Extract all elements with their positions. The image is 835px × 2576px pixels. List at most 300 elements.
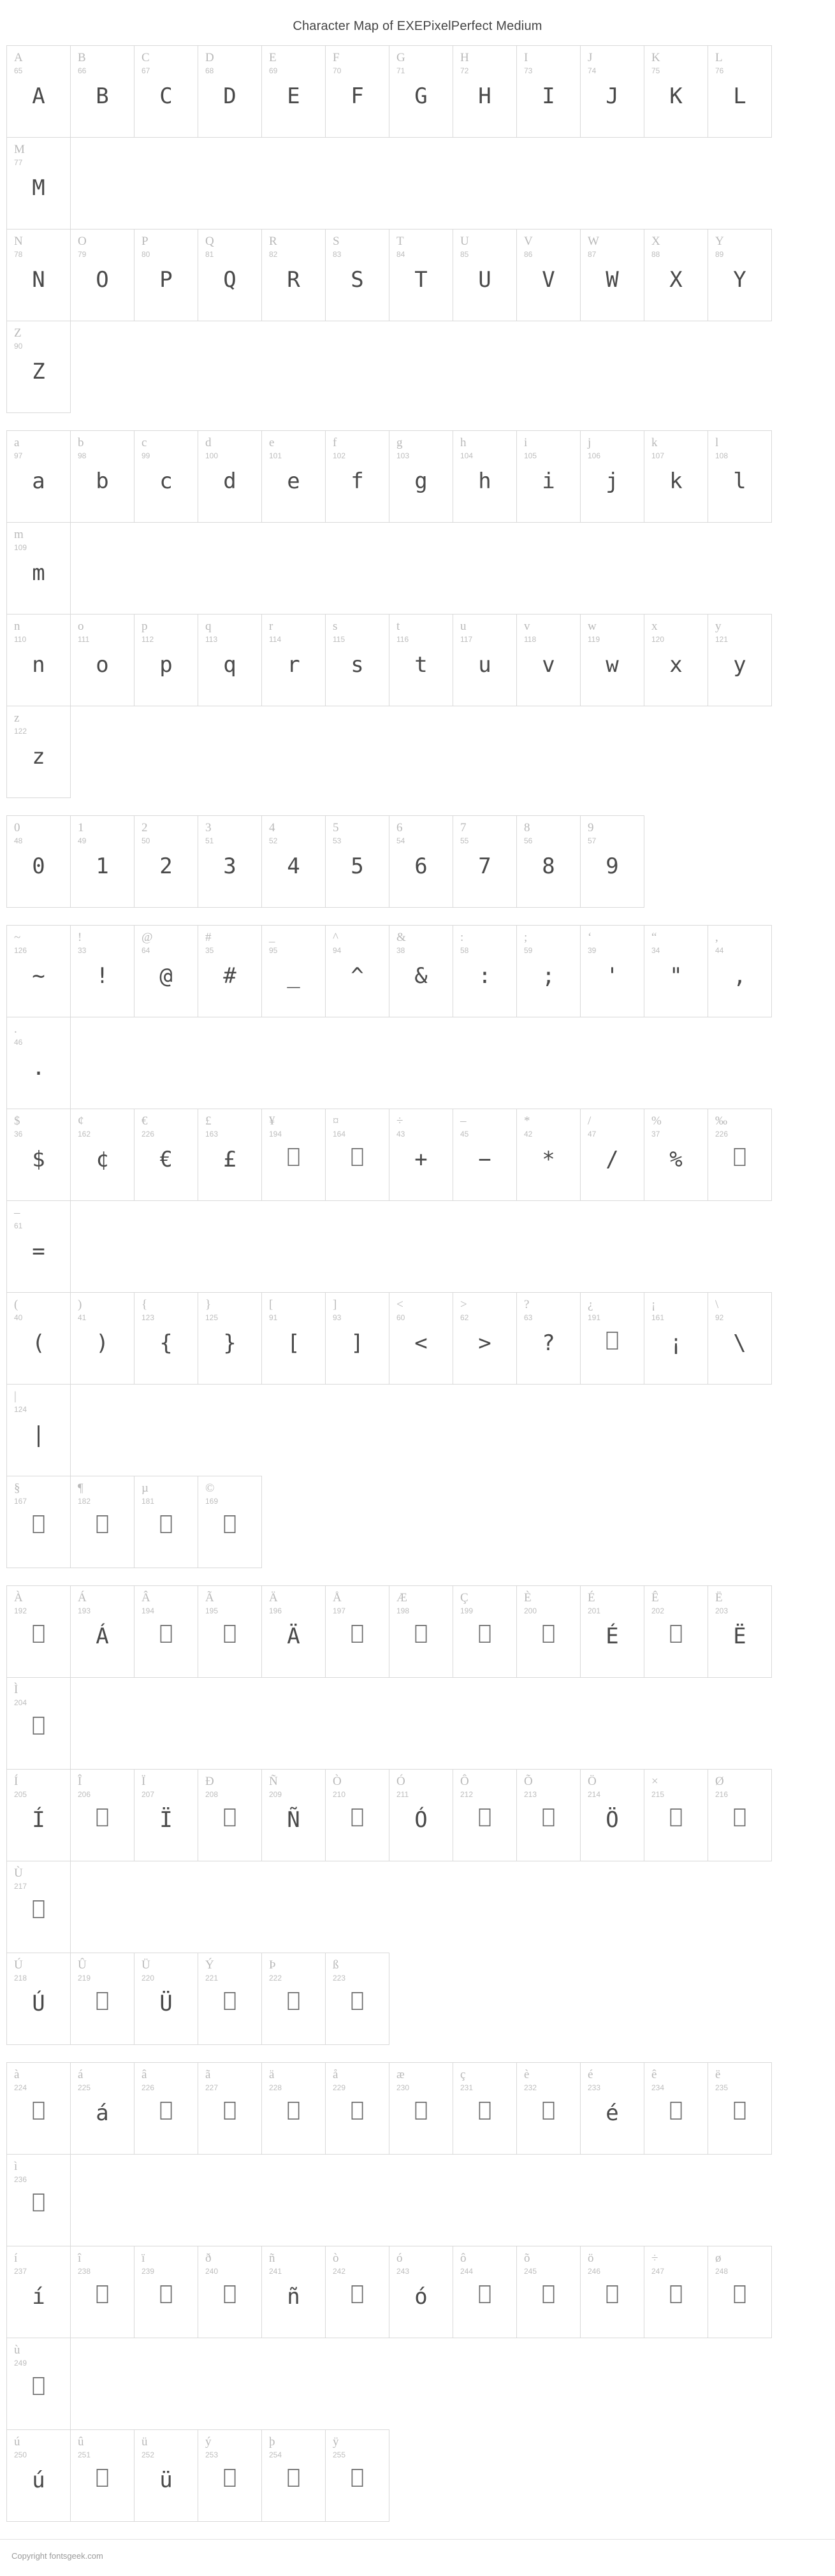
char-name: [	[269, 1298, 273, 1311]
char-cell[interactable]	[6, 815, 71, 908]
char-cell[interactable]	[261, 1769, 326, 1861]
char-cell[interactable]	[198, 1769, 262, 1861]
char-sample: (	[32, 1330, 45, 1356]
char-name: ;	[524, 931, 528, 944]
char-cell[interactable]	[198, 1953, 262, 2045]
char-cell[interactable]	[198, 229, 262, 321]
char-cell[interactable]	[6, 1953, 71, 2045]
char-cell[interactable]	[389, 1109, 453, 1201]
char-name: ]	[333, 1298, 337, 1311]
char-code: 84	[396, 250, 405, 259]
char-sample: ,	[733, 963, 746, 989]
char-cell[interactable]	[70, 1109, 134, 1201]
char-name: !	[78, 931, 82, 944]
char-name: L	[715, 51, 723, 64]
char-cell[interactable]	[134, 614, 198, 706]
char-cell[interactable]	[261, 2246, 326, 2338]
char-cell[interactable]	[644, 1585, 708, 1678]
char-sample-missing-glyph: ⎕	[351, 1807, 363, 1830]
char-name: )	[78, 1298, 82, 1311]
char-name: {	[142, 1298, 148, 1311]
char-code: 196	[269, 1606, 282, 1615]
char-sample-missing-glyph: ⎕	[96, 2284, 108, 2306]
char-sample: U	[478, 267, 491, 293]
char-cell[interactable]	[6, 2246, 71, 2338]
char-code: 231	[460, 2083, 474, 2092]
char-cell[interactable]	[6, 430, 71, 523]
char-cell[interactable]	[516, 2062, 581, 2155]
char-cell[interactable]	[389, 1769, 453, 1861]
char-cell[interactable]	[580, 1292, 644, 1385]
char-cell[interactable]	[516, 614, 581, 706]
char-name: Ê	[651, 1591, 659, 1605]
char-sample: u	[478, 652, 491, 678]
char-cell[interactable]	[453, 1585, 517, 1678]
char-cell[interactable]	[198, 430, 262, 523]
char-cell[interactable]	[325, 2429, 389, 2522]
char-sample: #	[223, 963, 236, 989]
char-code: 64	[142, 946, 150, 955]
char-code: 107	[651, 451, 665, 460]
char-name: Ø	[715, 1775, 724, 1788]
char-cell[interactable]	[70, 2246, 134, 2338]
char-sample: V	[542, 267, 555, 293]
char-sample: X	[669, 267, 683, 293]
char-code: 52	[269, 836, 278, 845]
char-sample-missing-glyph: ⎕	[224, 1807, 236, 1830]
char-cell[interactable]	[325, 1292, 389, 1385]
char-sample: é	[606, 2100, 619, 2126]
char-code: 251	[78, 2450, 91, 2459]
char-cell[interactable]	[389, 2246, 453, 2338]
char-cell[interactable]	[70, 815, 134, 908]
char-sample: J	[606, 84, 619, 109]
char-cell[interactable]	[70, 2429, 134, 2522]
char-name: ô	[460, 2252, 467, 2265]
char-cell[interactable]	[644, 925, 708, 1017]
char-cell[interactable]	[325, 925, 389, 1017]
char-code: 48	[14, 836, 23, 845]
char-row	[6, 2062, 829, 2246]
char-cell[interactable]	[6, 706, 71, 798]
char-sample: =	[32, 1239, 45, 1264]
char-cell[interactable]	[6, 2429, 71, 2522]
char-cell[interactable]	[261, 1292, 326, 1385]
char-sample: Ï	[159, 1807, 173, 1833]
char-cell[interactable]	[134, 815, 198, 908]
char-cell[interactable]	[580, 815, 644, 908]
char-code: 253	[205, 2450, 219, 2459]
char-cell[interactable]	[644, 2062, 708, 2155]
char-cell[interactable]	[6, 321, 71, 413]
char-code: 221	[205, 1974, 219, 1983]
char-cell[interactable]	[325, 2246, 389, 2338]
char-cell[interactable]	[325, 1585, 389, 1678]
char-cell[interactable]	[134, 1585, 198, 1678]
char-name: ?	[524, 1298, 530, 1311]
char-cell[interactable]	[389, 925, 453, 1017]
char-cell[interactable]	[6, 2338, 71, 2430]
char-sample: D	[223, 84, 236, 109]
char-cell[interactable]	[134, 1109, 198, 1201]
char-cell[interactable]	[708, 1585, 772, 1678]
char-cell[interactable]	[6, 1384, 71, 1476]
char-cell[interactable]	[70, 1769, 134, 1861]
char-cell[interactable]	[6, 614, 71, 706]
char-cell[interactable]	[516, 430, 581, 523]
char-cell[interactable]	[70, 614, 134, 706]
char-cell[interactable]	[325, 1953, 389, 2045]
char-cell[interactable]	[325, 1769, 389, 1861]
char-code: 73	[524, 66, 533, 75]
char-code: 239	[142, 2267, 155, 2276]
char-code: 229	[333, 2083, 346, 2092]
char-cell[interactable]	[644, 229, 708, 321]
char-cell[interactable]	[134, 45, 198, 138]
char-cell[interactable]	[580, 925, 644, 1017]
char-name: Ã	[205, 1591, 214, 1605]
char-code: 109	[14, 543, 27, 552]
char-cell[interactable]	[6, 1017, 71, 1109]
char-code: 206	[78, 1790, 91, 1799]
char-sample: ^	[351, 963, 364, 989]
char-cell[interactable]	[70, 1476, 134, 1568]
char-code: 209	[269, 1790, 282, 1799]
char-cell[interactable]	[644, 45, 708, 138]
char-code: 76	[715, 66, 724, 75]
char-cell[interactable]	[644, 1109, 708, 1201]
char-cell[interactable]	[580, 2062, 644, 2155]
char-cell[interactable]	[708, 614, 772, 706]
char-cell[interactable]	[70, 1585, 134, 1678]
char-sample-missing-glyph: ⎕	[224, 1514, 236, 1536]
char-code: 42	[524, 1130, 533, 1139]
char-cell[interactable]	[6, 2062, 71, 2155]
char-cell[interactable]	[453, 815, 517, 908]
char-sample: ó	[414, 2284, 428, 2310]
char-cell[interactable]	[6, 2154, 71, 2246]
char-cell[interactable]	[516, 925, 581, 1017]
char-sample: o	[96, 652, 109, 678]
char-sample: ]	[351, 1330, 364, 1356]
char-cell[interactable]	[580, 430, 644, 523]
char-cell[interactable]	[644, 430, 708, 523]
char-sample: h	[478, 469, 491, 494]
char-cell[interactable]	[261, 2429, 326, 2522]
char-code: 218	[14, 1974, 27, 1983]
char-code: 47	[588, 1130, 597, 1139]
char-cell[interactable]	[516, 1769, 581, 1861]
char-cell[interactable]	[70, 430, 134, 523]
char-cell[interactable]	[6, 1861, 71, 1953]
char-cell[interactable]	[516, 1585, 581, 1678]
char-cell[interactable]	[6, 925, 71, 1017]
char-code: 192	[14, 1606, 27, 1615]
char-cell[interactable]	[70, 1953, 134, 2045]
char-cell[interactable]	[516, 1109, 581, 1201]
char-name: é	[588, 2068, 593, 2081]
char-sample-missing-glyph: ⎕	[415, 2100, 427, 2123]
char-name: Ö	[588, 1775, 597, 1788]
char-cell[interactable]	[325, 2062, 389, 2155]
char-sample: S	[351, 267, 364, 293]
char-cell[interactable]	[389, 45, 453, 138]
char-cell[interactable]	[70, 229, 134, 321]
char-cell[interactable]	[261, 1585, 326, 1678]
char-code: 234	[651, 2083, 665, 2092]
char-cell[interactable]	[389, 1585, 453, 1678]
char-cell[interactable]	[325, 815, 389, 908]
char-cell[interactable]	[453, 1769, 517, 1861]
char-cell[interactable]	[453, 1292, 517, 1385]
char-name: &	[396, 931, 406, 944]
char-cell[interactable]	[325, 45, 389, 138]
char-cell[interactable]	[6, 1677, 71, 1770]
char-cell[interactable]	[708, 925, 772, 1017]
char-cell[interactable]	[70, 1292, 134, 1385]
char-cell[interactable]	[644, 1292, 708, 1385]
char-cell[interactable]	[516, 45, 581, 138]
char-sample: n	[32, 652, 45, 678]
char-code: 108	[715, 451, 729, 460]
char-cell[interactable]	[261, 229, 326, 321]
char-code: 213	[524, 1790, 537, 1799]
char-name: r	[269, 620, 273, 633]
char-cell[interactable]	[453, 925, 517, 1017]
char-cell[interactable]	[261, 614, 326, 706]
char-code: 35	[205, 946, 214, 955]
char-cell[interactable]	[198, 1109, 262, 1201]
char-cell[interactable]	[134, 1292, 198, 1385]
char-cell[interactable]	[198, 2062, 262, 2155]
char-cell[interactable]	[134, 2429, 198, 2522]
char-cell[interactable]	[70, 2062, 134, 2155]
char-cell[interactable]	[389, 2062, 453, 2155]
char-cell[interactable]	[708, 45, 772, 138]
char-sample-missing-glyph: ⎕	[670, 2284, 682, 2306]
char-code: 199	[460, 1606, 474, 1615]
char-cell[interactable]	[261, 430, 326, 523]
char-sample-missing-glyph: ⎕	[96, 2468, 108, 2490]
char-sample-missing-glyph: ⎕	[33, 1514, 45, 1536]
char-cell[interactable]	[580, 1109, 644, 1201]
char-code: 202	[651, 1606, 665, 1615]
char-cell[interactable]	[261, 815, 326, 908]
char-cell[interactable]	[580, 2246, 644, 2338]
char-sample-missing-glyph: ⎕	[96, 1514, 108, 1536]
char-sample: N	[32, 267, 45, 293]
char-cell[interactable]	[134, 229, 198, 321]
char-cell[interactable]	[198, 925, 262, 1017]
char-name: n	[14, 620, 20, 633]
char-row	[6, 614, 829, 797]
char-code: 67	[142, 66, 150, 75]
char-code: 191	[588, 1313, 601, 1322]
char-code: 200	[524, 1606, 537, 1615]
char-name: z	[14, 711, 20, 725]
char-cell[interactable]	[198, 2429, 262, 2522]
char-name: î	[78, 2252, 82, 2265]
char-cell[interactable]	[70, 925, 134, 1017]
char-code: 63	[524, 1313, 533, 1322]
char-cell[interactable]	[6, 229, 71, 321]
char-name: G	[396, 51, 405, 64]
char-name: Ü	[142, 1958, 150, 1972]
char-code: 122	[14, 727, 27, 736]
char-cell[interactable]	[6, 1292, 71, 1385]
char-cell[interactable]	[6, 1769, 71, 1861]
char-cell[interactable]	[389, 815, 453, 908]
char-sample: v	[542, 652, 555, 678]
char-code: 69	[269, 66, 278, 75]
char-sample: á	[96, 2100, 109, 2126]
char-sample-missing-glyph: ⎕	[224, 2284, 236, 2306]
char-code: 117	[460, 635, 473, 644]
char-cell[interactable]	[6, 1109, 71, 1201]
char-cell[interactable]	[580, 614, 644, 706]
char-cell[interactable]	[261, 1109, 326, 1201]
char-name: à	[14, 2068, 20, 2081]
char-name: ,	[715, 931, 718, 944]
char-cell[interactable]	[644, 2246, 708, 2338]
char-cell[interactable]	[389, 1292, 453, 1385]
char-cell[interactable]	[6, 1585, 71, 1678]
char-cell[interactable]	[198, 815, 262, 908]
char-cell[interactable]	[134, 925, 198, 1017]
char-cell[interactable]	[708, 1769, 772, 1861]
char-name: s	[333, 620, 338, 633]
char-sample-missing-glyph: ⎕	[479, 2100, 491, 2123]
char-name: 4	[269, 821, 275, 834]
char-code: 194	[142, 1606, 155, 1615]
char-name: R	[269, 235, 277, 248]
char-code: 115	[333, 635, 345, 644]
char-name: C	[142, 51, 150, 64]
char-cell[interactable]	[134, 2062, 198, 2155]
char-name: Ù	[14, 1867, 23, 1880]
char-cell[interactable]	[198, 45, 262, 138]
char-name: a	[14, 436, 20, 449]
char-sample: g	[414, 469, 428, 494]
char-cell[interactable]	[708, 2246, 772, 2338]
char-cell[interactable]	[580, 45, 644, 138]
char-name: Ô	[460, 1775, 469, 1788]
char-cell[interactable]	[134, 1953, 198, 2045]
char-sample: d	[223, 469, 236, 494]
char-name: ý	[205, 2435, 212, 2449]
char-code: 53	[333, 836, 342, 845]
char-cell[interactable]	[325, 430, 389, 523]
char-cell[interactable]	[644, 614, 708, 706]
char-code: 226	[142, 2083, 155, 2092]
char-cell[interactable]	[580, 1769, 644, 1861]
char-code: 244	[460, 2267, 474, 2276]
char-name: Æ	[396, 1591, 407, 1605]
char-cell[interactable]	[134, 1769, 198, 1861]
char-cell[interactable]	[389, 614, 453, 706]
char-cell[interactable]	[708, 1109, 772, 1201]
char-cell[interactable]	[70, 45, 134, 138]
char-cell[interactable]	[453, 2062, 517, 2155]
char-cell[interactable]	[6, 137, 71, 229]
char-name: –	[14, 1206, 20, 1219]
char-cell[interactable]	[6, 1200, 71, 1293]
char-name: Ì	[14, 1683, 18, 1696]
char-cell[interactable]	[6, 522, 71, 615]
char-cell[interactable]	[6, 1476, 71, 1568]
char-name: ã	[205, 2068, 211, 2081]
char-cell[interactable]	[453, 229, 517, 321]
char-cell[interactable]	[325, 229, 389, 321]
char-cell[interactable]	[261, 925, 326, 1017]
char-sample: %	[669, 1147, 683, 1172]
char-cell[interactable]	[516, 2246, 581, 2338]
char-sample: m	[32, 560, 45, 586]
char-sample-missing-glyph: ⎕	[479, 1624, 491, 1646]
char-cell[interactable]	[198, 1585, 262, 1678]
char-code: 61	[14, 1221, 23, 1230]
char-cell[interactable]	[453, 1109, 517, 1201]
char-cell[interactable]	[134, 2246, 198, 2338]
char-cell[interactable]	[198, 1292, 262, 1385]
char-cell[interactable]	[198, 2246, 262, 2338]
char-cell[interactable]	[453, 614, 517, 706]
char-cell[interactable]	[708, 2062, 772, 2155]
char-cell[interactable]	[580, 1585, 644, 1678]
char-cell[interactable]	[516, 229, 581, 321]
char-sample-missing-glyph: ⎕	[670, 1624, 682, 1646]
char-sample: /	[606, 1147, 619, 1172]
char-name: Þ	[269, 1958, 276, 1972]
char-cell[interactable]	[134, 1476, 198, 1568]
char-name: V	[524, 235, 533, 248]
char-cell[interactable]	[453, 430, 517, 523]
char-code: 33	[78, 946, 87, 955]
char-sample: 0	[32, 854, 45, 879]
char-name: F	[333, 51, 340, 64]
char-cell[interactable]	[325, 1109, 389, 1201]
char-cell[interactable]	[708, 1292, 772, 1385]
char-cell[interactable]	[516, 815, 581, 908]
char-cell[interactable]	[453, 45, 517, 138]
char-cell[interactable]	[580, 229, 644, 321]
char-cell[interactable]	[516, 1292, 581, 1385]
char-sample: ~	[32, 963, 45, 989]
char-name: ê	[651, 2068, 657, 2081]
char-cell[interactable]	[261, 1953, 326, 2045]
char-cell[interactable]	[708, 229, 772, 321]
char-name: ÷	[651, 2252, 658, 2265]
char-cell[interactable]	[198, 614, 262, 706]
char-cell[interactable]	[6, 45, 71, 138]
char-cell[interactable]	[198, 1476, 262, 1568]
char-cell[interactable]	[453, 2246, 517, 2338]
char-cell[interactable]	[389, 430, 453, 523]
char-code: 182	[78, 1497, 91, 1506]
char-cell[interactable]	[708, 430, 772, 523]
char-cell[interactable]	[325, 614, 389, 706]
char-name: 0	[14, 821, 20, 834]
char-sample-missing-glyph: ⎕	[734, 2284, 746, 2306]
char-cell[interactable]	[389, 229, 453, 321]
char-code: 100	[205, 451, 219, 460]
char-cell[interactable]	[261, 45, 326, 138]
char-code: 44	[715, 946, 724, 955]
char-cell[interactable]	[134, 430, 198, 523]
char-code: 41	[78, 1313, 87, 1322]
char-cell[interactable]	[644, 1769, 708, 1861]
char-cell[interactable]	[261, 2062, 326, 2155]
